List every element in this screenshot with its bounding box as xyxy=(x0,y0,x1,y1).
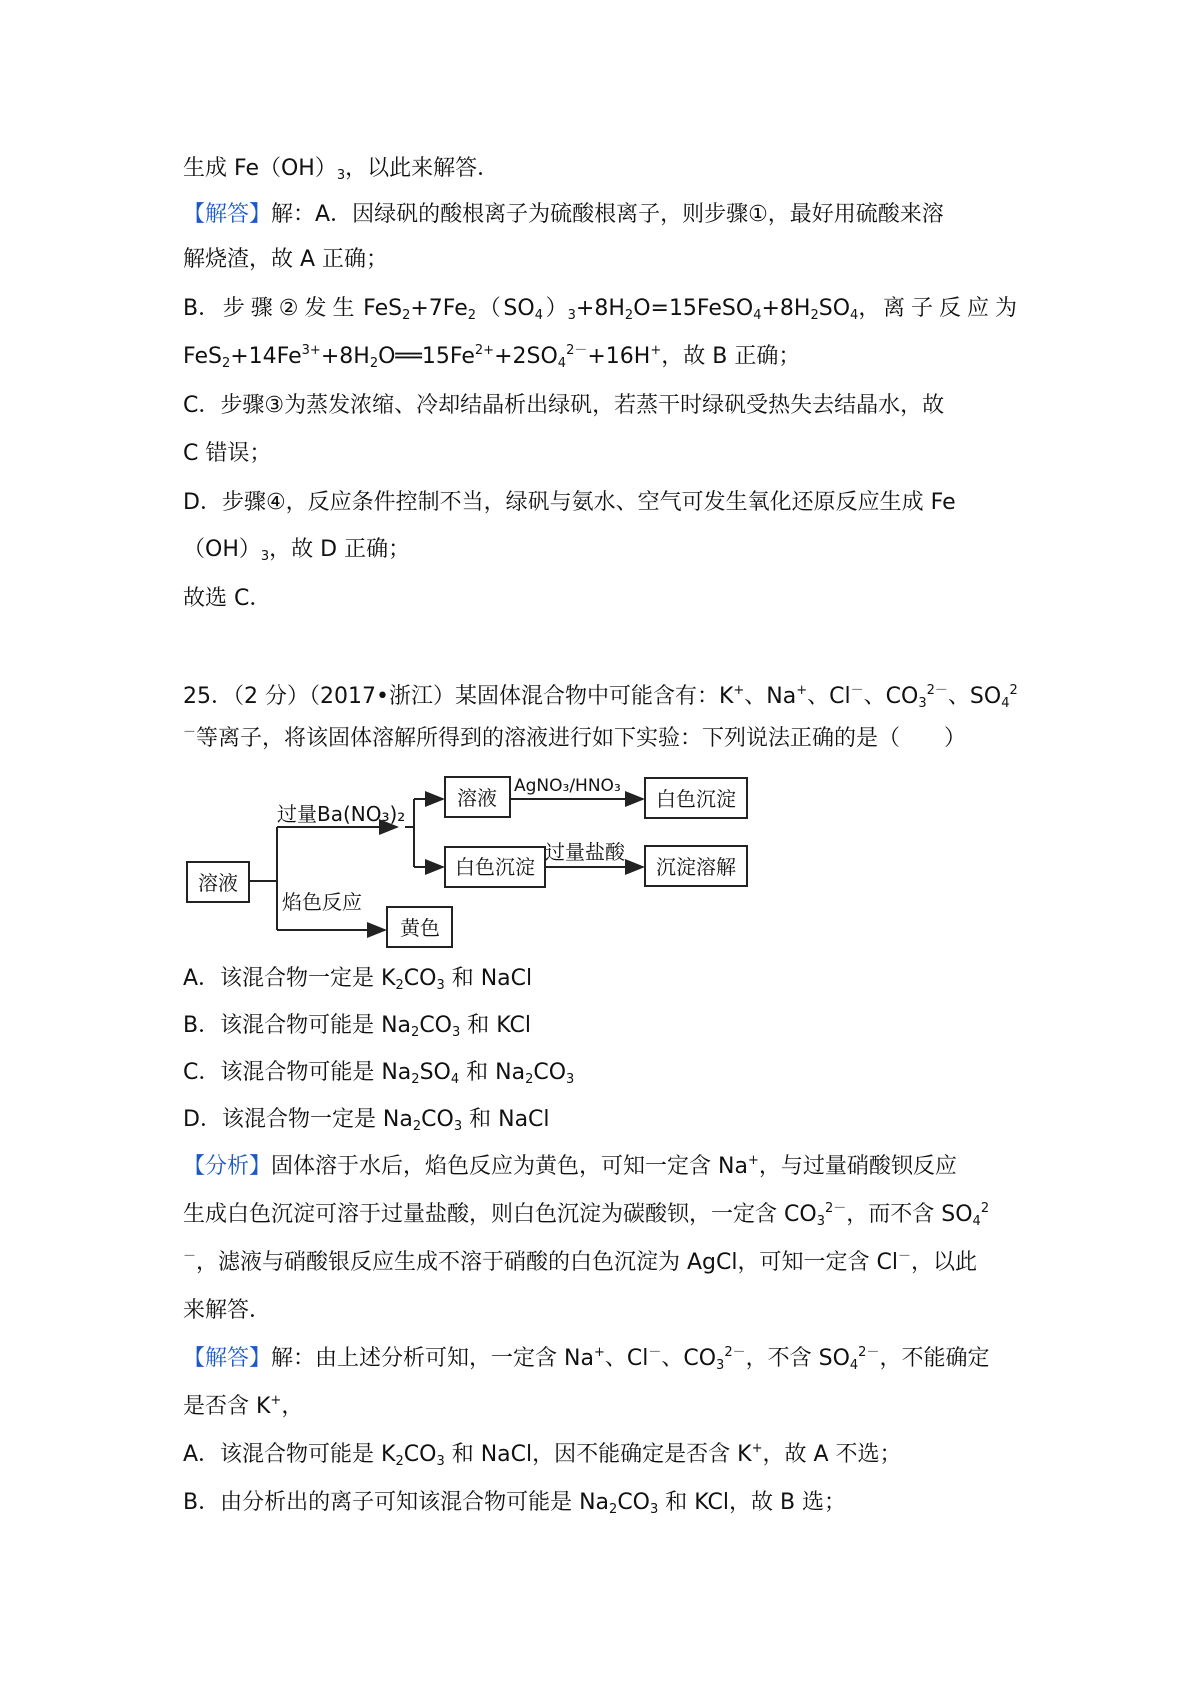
text: +8H xyxy=(575,296,625,321)
text: 和 KCl，故 B 选； xyxy=(658,1490,847,1515)
text: 等离子，将该固体溶解所得到的溶液进行如下实验：下列说法正确的是（ ） xyxy=(196,726,967,751)
text: +8H xyxy=(761,296,811,321)
text: FeS xyxy=(363,296,403,321)
analysis-tag: 【分析】 xyxy=(183,1154,272,1179)
superscript: 2 xyxy=(980,1201,990,1216)
text: C．步骤③为蒸发浓缩、冷却结晶析出绿矾，若蒸干时绿矾受热失去结晶水，故 xyxy=(183,393,945,418)
box-yellow-label: 黄色 xyxy=(400,916,440,940)
text: O=15FeSO xyxy=(633,296,754,321)
analysis-line-4 xyxy=(183,1296,1023,1326)
text: 故选 C． xyxy=(183,586,272,611)
text: 、Na xyxy=(744,684,797,709)
text: A．该混合物可能是 K xyxy=(183,1442,396,1467)
text: 固体溶于水后，焰色反应为黄色，可知一定含 Na xyxy=(271,1154,748,1179)
analysis-line-2 xyxy=(183,1200,1023,1230)
text: ，故 D 正确； xyxy=(269,537,411,562)
superscript: + xyxy=(650,343,662,358)
superscript: 2－ xyxy=(858,1345,880,1360)
superscript: － xyxy=(183,725,197,740)
analysis-line-3 xyxy=(183,1248,1023,1278)
subscript: 2 xyxy=(624,308,634,323)
subscript: 3 xyxy=(436,978,445,993)
text: +7Fe xyxy=(410,296,468,321)
text: （OH） xyxy=(183,537,261,562)
text: 、CO xyxy=(661,1346,717,1371)
answer-choice xyxy=(183,584,1023,614)
subscript: 2 xyxy=(395,978,404,993)
superscript: 2－ xyxy=(926,683,948,698)
equation xyxy=(503,294,543,324)
text: ，不含 SO xyxy=(745,1346,850,1371)
text: 、Cl xyxy=(604,1346,649,1371)
superscript: + xyxy=(796,683,808,698)
subscript: 2 xyxy=(402,308,411,323)
subscript: 2 xyxy=(411,1072,420,1087)
answer-line-2 xyxy=(183,200,1023,230)
text: 离子反应为 xyxy=(882,296,1023,321)
text: ， xyxy=(858,296,881,321)
solution-line-4 xyxy=(183,1488,1023,1518)
text: 25．（2 分）（2017•浙江）某固体混合物中可能含有：K xyxy=(183,684,734,709)
question-25-stem-1 xyxy=(183,682,1023,712)
experiment-flow-diagram xyxy=(180,766,760,958)
text: ，而不含 SO xyxy=(846,1202,973,1227)
subscript: 4 xyxy=(1001,696,1010,711)
superscript: 2+ xyxy=(474,343,495,358)
text: ， xyxy=(281,1394,304,1419)
superscript: － xyxy=(648,1345,662,1360)
text: ，故 B 正确； xyxy=(661,344,801,369)
subscript: 3 xyxy=(436,1454,445,1469)
option-c xyxy=(183,1058,1023,1088)
question-25-stem-2 xyxy=(183,724,1023,754)
text: 解：A．因绿矾的酸根离子为硫酸根离子，则步骤①，最好用硫酸来溶 xyxy=(271,202,944,227)
reagent-ag-label: AgNO₃/HNO₃ xyxy=(514,776,621,796)
text: 解烧渣，故 A 正确； xyxy=(183,247,389,272)
reagent-flame-label: 焰色反应 xyxy=(282,890,362,914)
answer-line-d1 xyxy=(183,488,1023,518)
reagent-hcl-label: 过量盐酸 xyxy=(545,840,625,864)
subscript: 3 xyxy=(716,1358,725,1373)
text: ，以此 xyxy=(910,1250,977,1275)
equation xyxy=(546,294,881,324)
subscript: 3 xyxy=(918,696,927,711)
solution-line-1 xyxy=(183,1344,1023,1374)
superscript: 3+ xyxy=(301,343,321,358)
subscript: 2 xyxy=(221,356,231,371)
text: 来解答． xyxy=(183,1298,272,1323)
text: +8H xyxy=(320,344,370,369)
text: +16H xyxy=(587,344,651,369)
text: 生成白色沉淀可溶于过量盐酸，则白色沉淀为碳酸钡，一定含 CO xyxy=(183,1202,817,1227)
subscript: 2 xyxy=(467,308,477,323)
text: ，不能确定 xyxy=(879,1346,990,1371)
text: C．该混合物可能是 Na xyxy=(183,1060,412,1085)
superscript: 2 xyxy=(1009,683,1018,698)
subscript: 4 xyxy=(753,308,762,323)
text: 生成 Fe（OH） xyxy=(183,156,337,181)
text: ，与过量硝酸钡反应 xyxy=(758,1154,957,1179)
superscript: 2－ xyxy=(824,1201,847,1216)
text: ，故 A 不选； xyxy=(762,1442,902,1467)
subscript: 3 xyxy=(816,1214,825,1229)
subscript: 3 xyxy=(336,168,346,183)
option-a xyxy=(183,964,1023,994)
answer-tag: 【解答】 xyxy=(183,202,272,227)
text: CO xyxy=(617,1490,650,1515)
subscript: 3 xyxy=(650,1502,659,1517)
text: 和 KCl xyxy=(460,1013,531,1038)
answer-line-3 xyxy=(183,245,1023,275)
solution-line-2 xyxy=(183,1392,1023,1422)
subscript: 4 xyxy=(849,1358,859,1373)
answer-line-c1 xyxy=(183,391,1023,421)
text: CO xyxy=(403,966,437,991)
box-dissolve-label: 沉淀溶解 xyxy=(656,855,736,879)
superscript: + xyxy=(733,683,745,698)
subscript: 3 xyxy=(260,549,270,564)
text: SO xyxy=(419,1060,451,1085)
text: D．该混合物一定是 Na xyxy=(183,1107,413,1132)
answer-line-b1 xyxy=(183,294,1023,324)
superscript: + xyxy=(593,1345,605,1360)
box-filtrate-label: 溶液 xyxy=(457,786,497,810)
text: +14Fe xyxy=(230,344,302,369)
subscript: 2 xyxy=(411,1025,420,1040)
text: +2SO xyxy=(494,344,558,369)
subscript: 4 xyxy=(450,1072,460,1087)
option-d xyxy=(183,1105,1023,1135)
reagent-ba-label: 过量Ba(NO₃)₂ xyxy=(277,802,406,826)
text: 、SO xyxy=(947,684,1002,709)
text: O══15Fe xyxy=(378,344,475,369)
analysis-line-1 xyxy=(183,1152,1023,1182)
subscript: 2 xyxy=(525,1072,534,1087)
text: 步骤②发生 xyxy=(222,296,361,321)
text: 、CO xyxy=(863,684,919,709)
text: B．由分析出的离子可知该混合物可能是 Na xyxy=(183,1490,610,1515)
subscript: 2 xyxy=(810,308,819,323)
text: B． xyxy=(183,296,221,321)
text: 和 NaCl，因不能确定是否含 K xyxy=(444,1442,752,1467)
superscript: － xyxy=(183,1249,197,1264)
text: C 错误； xyxy=(183,441,272,466)
text: D．步骤④，反应条件控制不当，绿矾与氨水、空气可发生氧化还原反应生成 Fe xyxy=(183,490,956,515)
subscript: 3 xyxy=(566,1072,575,1087)
subscript: 4 xyxy=(534,308,543,323)
text: ，以此来解答． xyxy=(345,156,500,181)
subscript: 4 xyxy=(557,356,567,371)
solution-line-3 xyxy=(183,1440,1023,1470)
box-solution-label: 溶液 xyxy=(198,871,238,895)
text: 和 Na xyxy=(459,1060,526,1085)
superscript: + xyxy=(751,1441,763,1456)
text: 和 NaCl xyxy=(462,1107,550,1132)
text: （ xyxy=(478,296,501,321)
equation xyxy=(363,294,476,324)
answer-line-1 xyxy=(183,154,1023,184)
subscript: 4 xyxy=(972,1214,981,1229)
text: 、Cl xyxy=(807,684,851,709)
text: B．该混合物可能是 Na xyxy=(183,1013,412,1038)
subscript: 3 xyxy=(452,1025,461,1040)
text: CO xyxy=(403,1442,437,1467)
subscript: 2 xyxy=(609,1502,618,1517)
superscript: + xyxy=(747,1153,759,1168)
answer-line-c2 xyxy=(183,439,1023,469)
answer-tag: 【解答】 xyxy=(183,1346,272,1371)
subscript: 3 xyxy=(453,1119,463,1134)
text: SO xyxy=(503,296,535,321)
text: A．该混合物一定是 K xyxy=(183,966,396,991)
text: ） xyxy=(545,296,568,321)
text: CO xyxy=(533,1060,567,1085)
superscript: + xyxy=(270,1393,282,1408)
text: 是否含 K xyxy=(183,1394,271,1419)
subscript: 4 xyxy=(850,308,859,323)
text: CO xyxy=(419,1013,452,1038)
subscript: 2 xyxy=(412,1119,422,1134)
answer-line-d2 xyxy=(183,535,1023,565)
text: 解：由上述分析可知，一定含 Na xyxy=(271,1346,594,1371)
subscript: 2 xyxy=(369,356,379,371)
text: 和 NaCl xyxy=(444,966,533,991)
text: SO xyxy=(818,296,851,321)
box-white-1-label: 白色沉淀 xyxy=(656,787,736,811)
superscript: 2－ xyxy=(566,343,588,358)
subscript: 3 xyxy=(567,308,576,323)
superscript: － xyxy=(850,683,864,698)
superscript: 2－ xyxy=(724,1345,746,1360)
text: FeS xyxy=(183,344,222,369)
answer-line-b2 xyxy=(183,342,1023,372)
text: CO xyxy=(421,1107,454,1132)
subscript: 2 xyxy=(395,1454,404,1469)
box-white-2-label: 白色沉淀 xyxy=(455,855,535,879)
text: ，滤液与硝酸银反应生成不溶于硝酸的白色沉淀为 AgCl，可知一定含 Cl xyxy=(196,1250,898,1275)
option-b xyxy=(183,1011,1023,1041)
superscript: － xyxy=(897,1249,911,1264)
